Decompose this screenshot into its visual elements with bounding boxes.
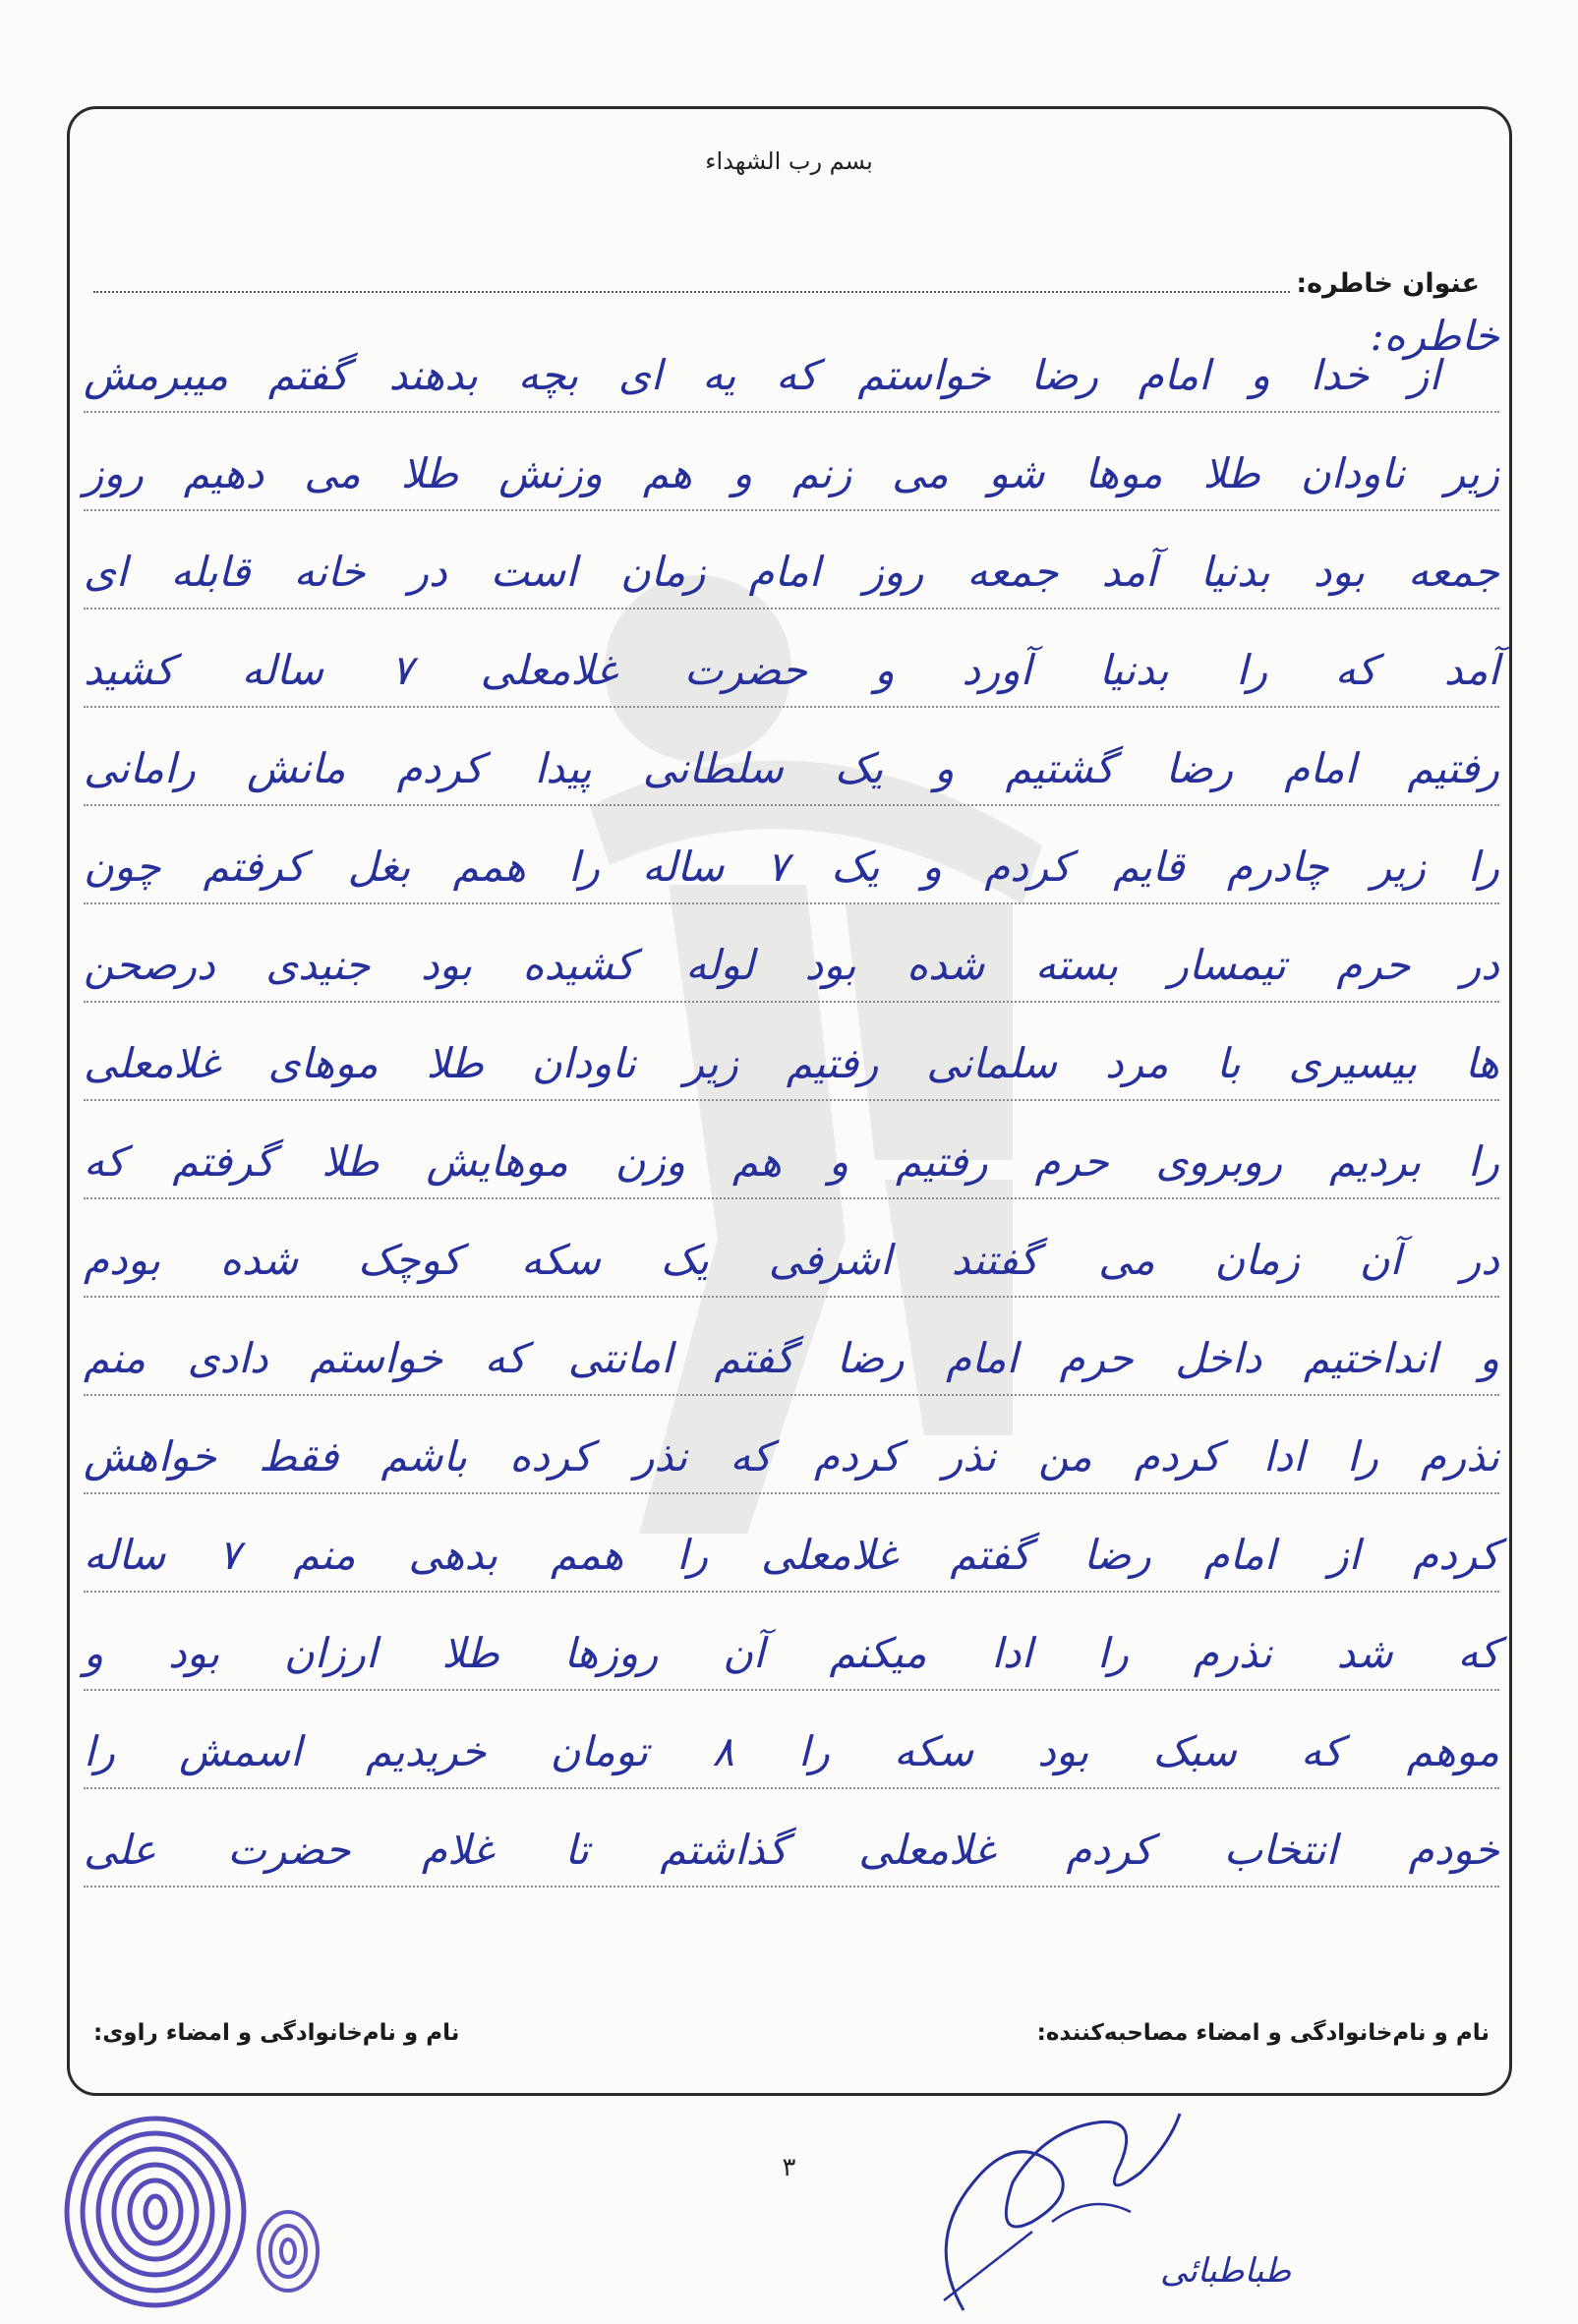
- handwritten-line-text: نذرم را ادا کردم من نذر کردم که نذر کرده باشم فقط خواهش: [84, 1432, 1499, 1481]
- handwritten-line: [84, 1691, 1499, 1789]
- handwritten-line-text: آمد که را بدنیا آورد و حضرت غلامعلی ۷ ساله کشید: [84, 646, 1499, 694]
- handwritten-line: [84, 610, 1499, 708]
- handwritten-line-text: که شد نذرم را ادا میکنم آن روزها طلا ارزان بود و: [84, 1629, 1499, 1677]
- bismillah-heading: بسم رب الشهداء: [705, 147, 873, 175]
- handwritten-line-text: در حرم تیمسار بسته شده بود لوله کشیده بود جنیدی درصحن: [84, 941, 1499, 989]
- handwritten-line-text: رفتیم امام رضا گشتیم و یک سلطانی پیدا کردم مانش رامانی: [84, 744, 1499, 792]
- handwritten-line: [84, 1199, 1499, 1298]
- handwritten-line: [84, 511, 1499, 610]
- handwritten-line-text: را بردیم روبروی حرم رفتیم و هم وزن موهایش طلا گرفتم که: [84, 1137, 1499, 1186]
- handwritten-line: [84, 806, 1499, 904]
- handwritten-line-text: زیر ناودان طلا موها شو می زنم و هم وزنش طلا می دهیم روز: [84, 449, 1499, 497]
- handwritten-line: [84, 1494, 1499, 1593]
- title-dotted-line: [93, 290, 1290, 293]
- handwritten-line-text: خودم انتخاب کردم غلامعلی گذاشتم تا غلام حضرت علی: [84, 1826, 1499, 1874]
- handwritten-line-text: و انداختیم داخل حرم امام رضا گفتم امانتی که خواستم دادی منم: [84, 1334, 1499, 1382]
- signature-name: طباطبائی: [1160, 2251, 1292, 2291]
- handwritten-line-text: در آن زمان می گفتند اشرفی یک سکه کوچک شده بودم: [84, 1236, 1499, 1284]
- handwritten-line-text: جمعه بود بدنیا آمد جمعه روز امام زمان است در خانه قابله ای: [84, 548, 1499, 596]
- handwritten-line: [84, 1101, 1499, 1199]
- handwritten-line-text: موهم که سبک بود سکه را ۸ تومان خریدیم اسمش را: [84, 1727, 1499, 1775]
- handwritten-line: [84, 1789, 1499, 1888]
- memory-title-row: [93, 258, 1480, 299]
- handwritten-text-block: [84, 312, 1500, 1888]
- handwritten-line: [84, 904, 1499, 1003]
- handwritten-line: [84, 413, 1499, 511]
- handwritten-line: [84, 1396, 1499, 1494]
- page-number: ٣: [782, 2153, 796, 2182]
- handwritten-line: [84, 312, 1499, 413]
- fingerprint-icon: [47, 2104, 332, 2320]
- handwritten-line-text: را زیر چادرم قایم کردم و یک ۷ ساله را همم بغل کرفتم چون: [84, 842, 1500, 891]
- handwritten-line: [84, 1593, 1499, 1691]
- handwritten-line: [84, 1003, 1499, 1101]
- handwritten-line: [84, 1298, 1499, 1396]
- signature-labels-row: [93, 2020, 1490, 2046]
- interviewer-signature-label: نام و نام‌خانوادگی و امضاء مصاحبه‌کننده:: [1036, 2020, 1490, 2046]
- handwritten-line-text: ها بیسیری با مرد سلمانی رفتیم زیر ناودان طلا موهای غلامعلی: [84, 1039, 1499, 1087]
- handwritten-line-text: کردم از امام رضا گفتم غلامعلی را همم بدهی منم ۷ ساله: [84, 1531, 1499, 1579]
- handwritten-line-text: از خدا و امام رضا خواستم که یه ای بچه بدهند گفتم میبرمش: [84, 351, 1440, 399]
- memory-title-label: عنوان خاطره:: [1296, 268, 1480, 299]
- memory-marker: خاطره:: [1370, 312, 1499, 360]
- handwritten-line: [84, 708, 1499, 806]
- narrator-signature: [885, 2074, 1337, 2320]
- narrator-signature-label: نام و نام‌خانوادگی و امضاء راوی:: [93, 2020, 460, 2046]
